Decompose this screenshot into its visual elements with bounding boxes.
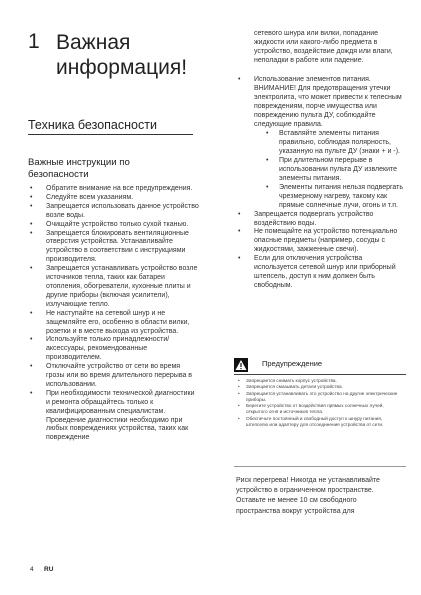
warning-item: • Запрещается устанавливать это устройство на другие электрические приборы. xyxy=(236,391,401,404)
battery-sublist xyxy=(254,130,406,210)
sublist-item: • Вставляйте элементы питания правильно, соблюдая полярность, указанную на пульте ДУ (знаки + и -). xyxy=(266,130,406,157)
list-item: • Если для отключения устройства используется сетевой шнур или приборный штепсель, доступ к ним должен быть свободным. xyxy=(236,255,406,291)
list-item: • Запрещается устанавливать устройство возле источников тепла, таких как батареи отопления, обогреватели, кухонные плиты и другие приборы (включая усилители), излучающие тепло. xyxy=(28,265,200,310)
list-item: • Не наступайте на сетевой шнур и не защемляйте его, особенно в области вилки, розетки и в месте выхода из устройства. xyxy=(28,310,200,337)
subsection-title: Важные инструкции по безопасности xyxy=(28,157,130,180)
list-item: • Очищайте устройство только сухой тканью. xyxy=(28,221,200,230)
warning-bottom-divider xyxy=(234,466,406,467)
list-item-text: Использование элементов питания. ВНИМАНИЕ! Для предотвращения утечки электролита, что может привести к телесным повреждениям, порче имущества или повреждению пульта ДУ, соблюдайте следующие правила. xyxy=(254,76,402,128)
list-item: • Запрещается подвергать устройство воздействию воды. xyxy=(236,211,406,229)
language-code: RU xyxy=(44,566,54,573)
list-item: • Не помещайте на устройство потенциально опасные предметы (например, сосуды с жидкостями, зажженные свечи). xyxy=(236,228,406,255)
warning-list xyxy=(236,378,401,428)
safety-instructions-list-left xyxy=(28,185,200,443)
safety-instructions-list-right xyxy=(236,76,406,291)
sublist-item: • Элементы питания нельзя подвергать чрезмерному нагреву, такому как прямые солнечные лучи, огонь и т.п. xyxy=(266,184,406,211)
list-item: • При необходимости технической диагностики и ремонта обращайтесь только к квалифицированным специалистам. Проведение диагностики необходимо при любых повреждениях устройства, таких как повреждение xyxy=(28,390,200,443)
overheat-paragraph: Риск перегрева! Никогда не устанавливайте устройство в ограниченном пространстве. Оставьте не менее 10 см свободного пространства вокруг устройства для xyxy=(236,477,380,515)
page-number: 4 xyxy=(30,566,34,573)
warning-item: • Запрещается снимать корпус устройства. xyxy=(236,378,401,384)
warning-item: • Берегите устройство от воздействия прямых солнечных лучей, открытого огня и источников тепла. xyxy=(236,403,401,416)
list-item: • Следуйте всем указаниям. xyxy=(28,194,200,203)
list-item: • Отключайте устройство от сети во время грозы или во время длительного перерыва в использовании. xyxy=(28,363,200,390)
chapter-title: Важная информация! xyxy=(56,31,188,79)
list-item-continuation: сетевого шнура или вилки, попадание жидкости или какого-либо предмета в устройство, воздействие дождя или влаги, неполадки в работе или падение. xyxy=(254,30,393,64)
list-item: • Обратите внимание на все предупреждения. xyxy=(28,185,200,194)
warning-title: Предупреждение xyxy=(262,359,323,368)
section-divider xyxy=(28,134,193,135)
section-title: Техника безопасности xyxy=(28,118,157,132)
list-item: • Запрещается блокировать вентиляционные отверстия устройства. Устанавливайте устройство в соответствии с инструкциями производителя. xyxy=(28,230,200,266)
sublist-item: • При длительном перерыве в использовании пульта ДУ извлеките элементы питания. xyxy=(266,157,406,184)
list-item xyxy=(236,76,406,211)
list-item: • Используйте только принадлежности/аксессуары, рекомендованные производителем. xyxy=(28,336,200,363)
warning-triangle-icon xyxy=(234,358,248,372)
list-item: • Запрещается использовать данное устройство возле воды. xyxy=(28,203,200,221)
warning-item: • Запрещается смазывать детали устройства. xyxy=(236,384,401,390)
warning-item: • Обеспечьте постоянный и свободный доступ к шнуру питания, штепселю или адаптеру для отсоединения устройства от сети. xyxy=(236,416,401,429)
warning-divider xyxy=(234,374,406,375)
chapter-number: 1 xyxy=(28,30,40,53)
